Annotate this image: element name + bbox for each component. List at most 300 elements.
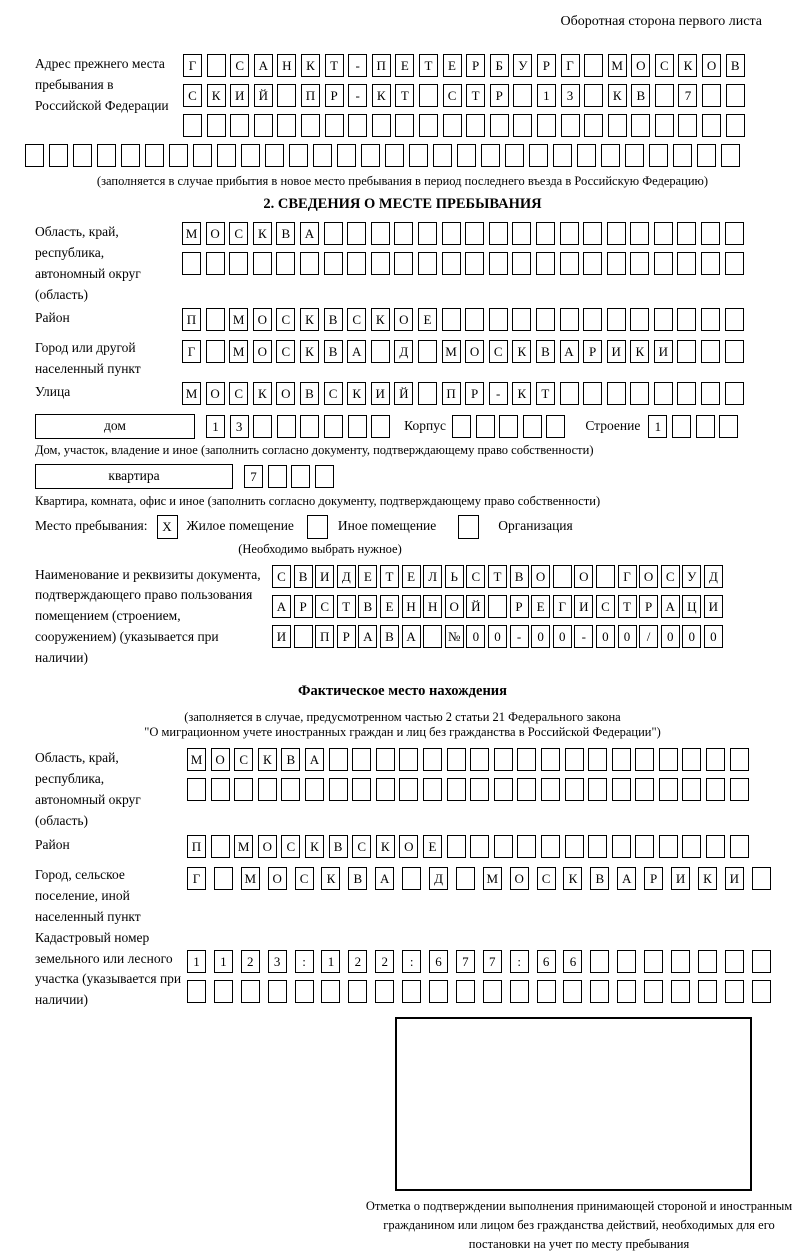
char-cell[interactable]: [553, 565, 572, 588]
char-cell[interactable]: [214, 867, 233, 890]
char-cell[interactable]: О: [253, 340, 272, 363]
char-cell[interactable]: П: [187, 835, 206, 858]
char-cell[interactable]: [583, 382, 602, 405]
char-cell[interactable]: [423, 778, 442, 801]
char-cell[interactable]: [523, 415, 542, 438]
char-cell[interactable]: [211, 778, 230, 801]
char-cell[interactable]: [313, 144, 332, 167]
char-cell[interactable]: О: [258, 835, 277, 858]
char-cell[interactable]: -: [489, 382, 508, 405]
char-cell[interactable]: [677, 308, 696, 331]
char-cell[interactable]: [376, 748, 395, 771]
char-cell[interactable]: [654, 222, 673, 245]
char-cell[interactable]: К: [300, 308, 319, 331]
char-cell[interactable]: [701, 308, 720, 331]
char-cell[interactable]: [584, 114, 603, 137]
char-cell[interactable]: [725, 340, 744, 363]
char-cell[interactable]: [385, 144, 404, 167]
char-cell[interactable]: 1: [321, 950, 340, 973]
char-cell[interactable]: 1: [537, 84, 556, 107]
char-cell[interactable]: М: [182, 222, 201, 245]
char-cell[interactable]: А: [375, 867, 394, 890]
checkbox-other-premises[interactable]: [307, 515, 328, 539]
char-cell[interactable]: [447, 778, 466, 801]
char-cell[interactable]: [607, 308, 626, 331]
char-cell[interactable]: [630, 252, 649, 275]
char-cell[interactable]: М: [229, 340, 248, 363]
char-cell[interactable]: [630, 222, 649, 245]
char-cell[interactable]: [537, 980, 556, 1003]
char-cell[interactable]: [470, 835, 489, 858]
char-cell[interactable]: Р: [490, 84, 509, 107]
char-cell[interactable]: О: [276, 382, 295, 405]
char-cell[interactable]: [289, 144, 308, 167]
char-cell[interactable]: [418, 340, 437, 363]
char-cell[interactable]: Г: [183, 54, 202, 77]
char-cell[interactable]: [447, 835, 466, 858]
char-cell[interactable]: С: [272, 565, 291, 588]
char-cell[interactable]: [677, 340, 696, 363]
char-cell[interactable]: 0: [531, 625, 550, 648]
char-cell[interactable]: [465, 252, 484, 275]
char-cell[interactable]: П: [301, 84, 320, 107]
char-cell[interactable]: П: [315, 625, 334, 648]
char-cell[interactable]: [512, 222, 531, 245]
char-cell[interactable]: 1: [206, 415, 225, 438]
char-cell[interactable]: С: [234, 748, 253, 771]
char-cell[interactable]: [697, 144, 716, 167]
char-cell[interactable]: Б: [490, 54, 509, 77]
char-cell[interactable]: К: [300, 340, 319, 363]
char-cell[interactable]: М: [234, 835, 253, 858]
char-cell[interactable]: [253, 415, 272, 438]
char-cell[interactable]: [447, 748, 466, 771]
char-cell[interactable]: [402, 867, 421, 890]
char-cell[interactable]: А: [617, 867, 636, 890]
char-cell[interactable]: [536, 252, 555, 275]
char-cell[interactable]: [607, 252, 626, 275]
char-cell[interactable]: [701, 340, 720, 363]
char-cell[interactable]: [465, 308, 484, 331]
char-cell[interactable]: [371, 252, 390, 275]
char-cell[interactable]: И: [725, 867, 744, 890]
char-cell[interactable]: [625, 144, 644, 167]
char-cell[interactable]: [706, 748, 725, 771]
char-cell[interactable]: М: [442, 340, 461, 363]
char-cell[interactable]: [513, 84, 532, 107]
char-cell[interactable]: [752, 980, 771, 1003]
char-cell[interactable]: 0: [466, 625, 485, 648]
char-cell[interactable]: [394, 222, 413, 245]
char-cell[interactable]: [429, 980, 448, 1003]
char-cell[interactable]: [617, 980, 636, 1003]
char-cell[interactable]: [470, 748, 489, 771]
char-cell[interactable]: [169, 144, 188, 167]
char-cell[interactable]: [563, 980, 582, 1003]
char-cell[interactable]: :: [295, 950, 314, 973]
char-cell[interactable]: [470, 778, 489, 801]
char-cell[interactable]: 2: [241, 950, 260, 973]
char-cell[interactable]: [145, 144, 164, 167]
char-cell[interactable]: О: [268, 867, 287, 890]
char-cell[interactable]: Р: [644, 867, 663, 890]
char-cell[interactable]: [409, 144, 428, 167]
char-cell[interactable]: [725, 382, 744, 405]
char-cell[interactable]: [419, 114, 438, 137]
char-cell[interactable]: 6: [563, 950, 582, 973]
char-cell[interactable]: [583, 308, 602, 331]
char-cell[interactable]: С: [655, 54, 674, 77]
char-cell[interactable]: [211, 835, 230, 858]
char-cell[interactable]: Ь: [445, 565, 464, 588]
char-cell[interactable]: А: [358, 625, 377, 648]
char-cell[interactable]: [590, 950, 609, 973]
char-cell[interactable]: Г: [553, 595, 572, 618]
char-cell[interactable]: [583, 252, 602, 275]
char-cell[interactable]: [546, 415, 565, 438]
char-cell[interactable]: В: [276, 222, 295, 245]
char-cell[interactable]: [561, 114, 580, 137]
char-cell[interactable]: П: [372, 54, 391, 77]
char-cell[interactable]: Г: [182, 340, 201, 363]
char-cell[interactable]: [348, 415, 367, 438]
char-cell[interactable]: [234, 778, 253, 801]
char-cell[interactable]: [207, 54, 226, 77]
char-cell[interactable]: [730, 748, 749, 771]
char-cell[interactable]: [465, 222, 484, 245]
char-cell[interactable]: [258, 778, 277, 801]
char-cell[interactable]: [277, 415, 296, 438]
char-cell[interactable]: [268, 465, 287, 488]
char-cell[interactable]: [348, 114, 367, 137]
char-cell[interactable]: [490, 114, 509, 137]
char-cell[interactable]: [476, 415, 495, 438]
char-cell[interactable]: М: [229, 308, 248, 331]
char-cell[interactable]: С: [324, 382, 343, 405]
char-cell[interactable]: [456, 980, 475, 1003]
char-cell[interactable]: [702, 84, 721, 107]
char-cell[interactable]: С: [276, 340, 295, 363]
char-cell[interactable]: С: [295, 867, 314, 890]
char-cell[interactable]: [371, 415, 390, 438]
char-cell[interactable]: И: [671, 867, 690, 890]
char-cell[interactable]: [541, 835, 560, 858]
char-cell[interactable]: [701, 222, 720, 245]
char-cell[interactable]: Н: [423, 595, 442, 618]
char-cell[interactable]: [394, 252, 413, 275]
char-cell[interactable]: [672, 415, 691, 438]
char-cell[interactable]: [701, 382, 720, 405]
char-cell[interactable]: [513, 114, 532, 137]
char-cell[interactable]: О: [206, 222, 225, 245]
char-cell[interactable]: [241, 144, 260, 167]
char-cell[interactable]: Т: [419, 54, 438, 77]
char-cell[interactable]: [371, 222, 390, 245]
char-cell[interactable]: 0: [596, 625, 615, 648]
char-cell[interactable]: Т: [395, 84, 414, 107]
char-cell[interactable]: [418, 222, 437, 245]
char-cell[interactable]: [510, 980, 529, 1003]
char-cell[interactable]: [541, 778, 560, 801]
char-cell[interactable]: В: [590, 867, 609, 890]
char-cell[interactable]: [265, 144, 284, 167]
char-cell[interactable]: [752, 867, 771, 890]
char-cell[interactable]: [395, 114, 414, 137]
char-cell[interactable]: [725, 308, 744, 331]
char-cell[interactable]: [442, 222, 461, 245]
char-cell[interactable]: [512, 252, 531, 275]
char-cell[interactable]: С: [661, 565, 680, 588]
char-cell[interactable]: [337, 144, 356, 167]
char-cell[interactable]: С: [183, 84, 202, 107]
char-cell[interactable]: [725, 252, 744, 275]
char-cell[interactable]: К: [207, 84, 226, 107]
char-cell[interactable]: [565, 778, 584, 801]
char-cell[interactable]: А: [347, 340, 366, 363]
char-cell[interactable]: П: [182, 308, 201, 331]
char-cell[interactable]: [682, 835, 701, 858]
char-cell[interactable]: К: [347, 382, 366, 405]
char-cell[interactable]: Р: [465, 382, 484, 405]
char-cell[interactable]: [678, 114, 697, 137]
char-cell[interactable]: [698, 950, 717, 973]
char-cell[interactable]: Й: [466, 595, 485, 618]
char-cell[interactable]: [730, 778, 749, 801]
char-cell[interactable]: [325, 114, 344, 137]
char-cell[interactable]: В: [380, 625, 399, 648]
char-cell[interactable]: Е: [418, 308, 437, 331]
char-cell[interactable]: [644, 980, 663, 1003]
char-cell[interactable]: [596, 565, 615, 588]
char-cell[interactable]: [725, 222, 744, 245]
char-cell[interactable]: И: [371, 382, 390, 405]
char-cell[interactable]: В: [329, 835, 348, 858]
char-cell[interactable]: И: [574, 595, 593, 618]
char-cell[interactable]: [673, 144, 692, 167]
char-cell[interactable]: А: [254, 54, 273, 77]
char-cell[interactable]: [517, 778, 536, 801]
char-cell[interactable]: Е: [531, 595, 550, 618]
char-cell[interactable]: А: [272, 595, 291, 618]
char-cell[interactable]: [654, 252, 673, 275]
char-cell[interactable]: В: [348, 867, 367, 890]
char-cell[interactable]: [512, 308, 531, 331]
char-cell[interactable]: [399, 778, 418, 801]
char-cell[interactable]: 0: [704, 625, 723, 648]
char-cell[interactable]: О: [206, 382, 225, 405]
char-cell[interactable]: К: [372, 84, 391, 107]
char-cell[interactable]: М: [608, 54, 627, 77]
char-cell[interactable]: [494, 835, 513, 858]
char-cell[interactable]: [719, 415, 738, 438]
char-cell[interactable]: [577, 144, 596, 167]
char-cell[interactable]: [730, 835, 749, 858]
char-cell[interactable]: [481, 144, 500, 167]
char-cell[interactable]: [291, 465, 310, 488]
char-cell[interactable]: [433, 144, 452, 167]
char-cell[interactable]: Т: [488, 565, 507, 588]
char-cell[interactable]: [347, 252, 366, 275]
char-cell[interactable]: [677, 222, 696, 245]
char-cell[interactable]: [537, 114, 556, 137]
char-cell[interactable]: [565, 835, 584, 858]
char-cell[interactable]: [295, 980, 314, 1003]
char-cell[interactable]: [206, 252, 225, 275]
char-cell[interactable]: С: [596, 595, 615, 618]
char-cell[interactable]: У: [513, 54, 532, 77]
char-cell[interactable]: 1: [187, 950, 206, 973]
char-cell[interactable]: А: [560, 340, 579, 363]
char-cell[interactable]: [348, 980, 367, 1003]
char-cell[interactable]: [541, 748, 560, 771]
char-cell[interactable]: К: [512, 382, 531, 405]
char-cell[interactable]: [726, 114, 745, 137]
char-cell[interactable]: [371, 340, 390, 363]
char-cell[interactable]: 0: [682, 625, 701, 648]
char-cell[interactable]: [659, 778, 678, 801]
char-cell[interactable]: [701, 252, 720, 275]
char-cell[interactable]: Е: [423, 835, 442, 858]
char-cell[interactable]: [607, 222, 626, 245]
char-cell[interactable]: [630, 382, 649, 405]
char-cell[interactable]: [442, 252, 461, 275]
char-cell[interactable]: [612, 778, 631, 801]
char-cell[interactable]: [182, 252, 201, 275]
char-cell[interactable]: Д: [337, 565, 356, 588]
char-cell[interactable]: 7: [244, 465, 263, 488]
char-cell[interactable]: С: [230, 54, 249, 77]
char-cell[interactable]: С: [315, 595, 334, 618]
char-cell[interactable]: В: [300, 382, 319, 405]
char-cell[interactable]: 3: [230, 415, 249, 438]
char-cell[interactable]: [300, 415, 319, 438]
char-cell[interactable]: [565, 748, 584, 771]
char-cell[interactable]: [324, 415, 343, 438]
char-cell[interactable]: К: [563, 867, 582, 890]
char-cell[interactable]: [560, 308, 579, 331]
char-cell[interactable]: [253, 252, 272, 275]
char-cell[interactable]: [655, 84, 674, 107]
char-cell[interactable]: К: [253, 222, 272, 245]
char-cell[interactable]: -: [348, 54, 367, 77]
char-cell[interactable]: [706, 778, 725, 801]
char-cell[interactable]: [214, 980, 233, 1003]
char-cell[interactable]: Е: [443, 54, 462, 77]
char-cell[interactable]: К: [376, 835, 395, 858]
char-cell[interactable]: №: [445, 625, 464, 648]
char-cell[interactable]: [505, 144, 524, 167]
char-cell[interactable]: [635, 835, 654, 858]
char-cell[interactable]: Н: [277, 54, 296, 77]
char-cell[interactable]: [277, 84, 296, 107]
char-cell[interactable]: О: [631, 54, 650, 77]
char-cell[interactable]: [300, 252, 319, 275]
char-cell[interactable]: Т: [618, 595, 637, 618]
char-cell[interactable]: С: [537, 867, 556, 890]
char-cell[interactable]: [726, 84, 745, 107]
char-cell[interactable]: [268, 980, 287, 1003]
char-cell[interactable]: М: [241, 867, 260, 890]
char-cell[interactable]: [654, 382, 673, 405]
char-cell[interactable]: [254, 114, 273, 137]
char-cell[interactable]: Т: [466, 84, 485, 107]
char-cell[interactable]: К: [301, 54, 320, 77]
char-cell[interactable]: 0: [488, 625, 507, 648]
char-cell[interactable]: /: [639, 625, 658, 648]
char-cell[interactable]: [281, 778, 300, 801]
char-cell[interactable]: [206, 340, 225, 363]
char-cell[interactable]: [659, 835, 678, 858]
char-cell[interactable]: Е: [380, 595, 399, 618]
char-cell[interactable]: 6: [429, 950, 448, 973]
char-cell[interactable]: [347, 222, 366, 245]
char-cell[interactable]: [193, 144, 212, 167]
char-cell[interactable]: Г: [187, 867, 206, 890]
char-cell[interactable]: [207, 114, 226, 137]
char-cell[interactable]: [183, 114, 202, 137]
char-cell[interactable]: С: [352, 835, 371, 858]
char-cell[interactable]: [305, 778, 324, 801]
char-cell[interactable]: [121, 144, 140, 167]
char-cell[interactable]: [702, 114, 721, 137]
char-cell[interactable]: Р: [294, 595, 313, 618]
char-cell[interactable]: [452, 415, 471, 438]
char-cell[interactable]: 1: [648, 415, 667, 438]
char-cell[interactable]: [294, 625, 313, 648]
char-cell[interactable]: [608, 114, 627, 137]
char-cell[interactable]: А: [402, 625, 421, 648]
char-cell[interactable]: Т: [536, 382, 555, 405]
char-cell[interactable]: [536, 222, 555, 245]
char-cell[interactable]: [536, 308, 555, 331]
char-cell[interactable]: Р: [639, 595, 658, 618]
char-cell[interactable]: Н: [402, 595, 421, 618]
char-cell[interactable]: [423, 625, 442, 648]
char-cell[interactable]: С: [276, 308, 295, 331]
char-cell[interactable]: Д: [394, 340, 413, 363]
char-cell[interactable]: К: [253, 382, 272, 405]
char-cell[interactable]: [494, 748, 513, 771]
char-cell[interactable]: [456, 867, 475, 890]
char-cell[interactable]: [553, 144, 572, 167]
char-cell[interactable]: С: [443, 84, 462, 107]
char-cell[interactable]: 1: [214, 950, 233, 973]
char-cell[interactable]: В: [324, 340, 343, 363]
char-cell[interactable]: [612, 835, 631, 858]
char-cell[interactable]: П: [442, 382, 461, 405]
char-cell[interactable]: [301, 114, 320, 137]
char-cell[interactable]: К: [512, 340, 531, 363]
char-cell[interactable]: [752, 950, 771, 973]
char-cell[interactable]: С: [347, 308, 366, 331]
char-cell[interactable]: Г: [618, 565, 637, 588]
char-cell[interactable]: В: [281, 748, 300, 771]
char-cell[interactable]: С: [229, 382, 248, 405]
char-cell[interactable]: [590, 980, 609, 1003]
char-cell[interactable]: [706, 835, 725, 858]
char-cell[interactable]: [187, 980, 206, 1003]
char-cell[interactable]: [682, 748, 701, 771]
char-cell[interactable]: [584, 84, 603, 107]
char-cell[interactable]: И: [315, 565, 334, 588]
char-cell[interactable]: С: [281, 835, 300, 858]
char-cell[interactable]: 7: [456, 950, 475, 973]
char-cell[interactable]: [671, 950, 690, 973]
char-cell[interactable]: [529, 144, 548, 167]
char-cell[interactable]: В: [536, 340, 555, 363]
char-cell[interactable]: [671, 980, 690, 1003]
char-cell[interactable]: [517, 748, 536, 771]
